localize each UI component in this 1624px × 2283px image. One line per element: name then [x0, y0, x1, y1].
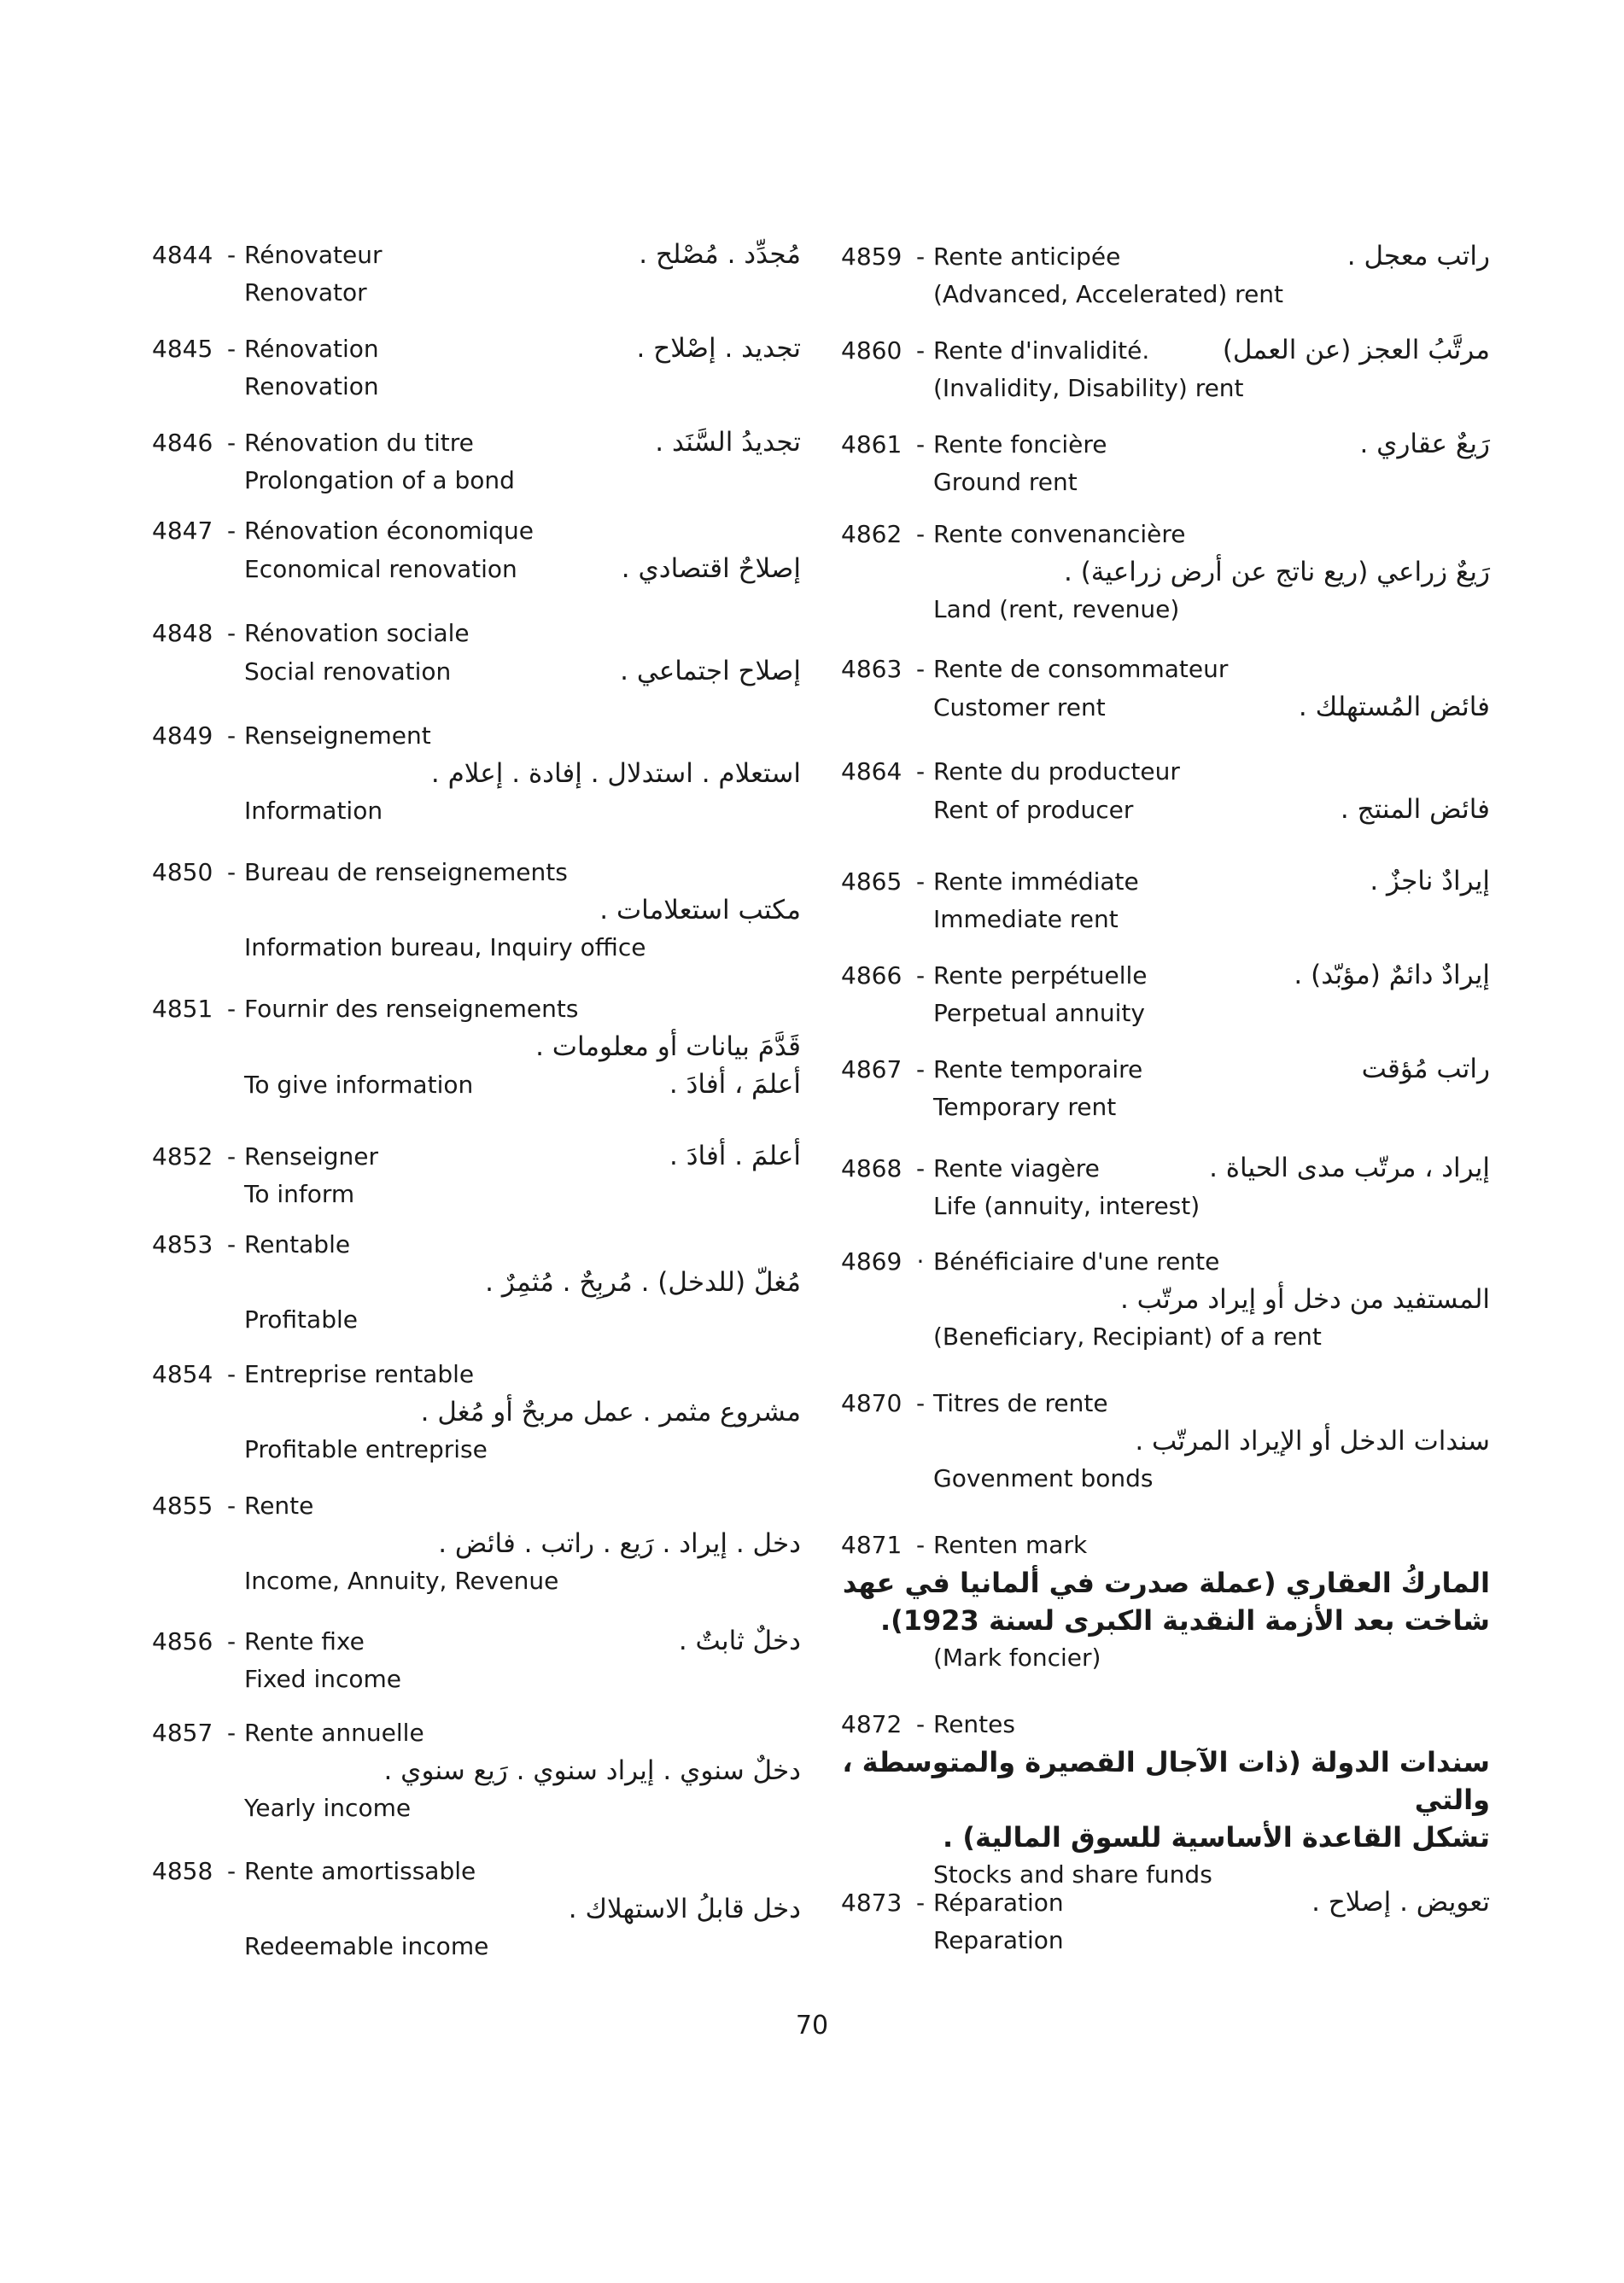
entry-4849: 4849 - Renseignement استعلام . استدلال . إفادة . إعلام . Information [152, 717, 801, 830]
entry-number: 4851 [152, 995, 213, 1023]
entry-english: Profitable entreprise [244, 1435, 488, 1463]
entry-4844: 4844 - Rénovateur مُجدِّد . مُصْلح . Renovator [152, 236, 801, 312]
entry-number: 4849 [152, 721, 213, 750]
entry-number: 4856 [152, 1627, 213, 1655]
entry-arabic: أعلمَ . أفادَ . [669, 1141, 801, 1171]
entry-french: Bénéficiaire d'une rente [933, 1247, 1220, 1276]
entry-4859: 4859 - Rente anticipée راتب معجل . (Advanced, Accelerated) rent [841, 237, 1490, 313]
entry-arabic: مُجدِّد . مُصْلح . [639, 239, 801, 270]
entry-arabic: تجديد . إصْلاح . [636, 333, 801, 364]
entry-english: Ground rent [933, 468, 1078, 496]
entry-french: Rente [244, 1492, 314, 1520]
entry-4845: 4845 - Rénovation تجديد . إصْلاح . Renovation [152, 330, 801, 406]
entry-number: 4857 [152, 1719, 213, 1747]
entry-arabic: دخل . إيراد . رَيع . راتب . فائض . [438, 1528, 801, 1559]
entry-4860: 4860 - Rente d'invalidité. مرتَّبُ العجز (عن العمل) (Invalidity, Disability) rent [841, 331, 1490, 407]
entry-french: Rente viagère [933, 1154, 1100, 1182]
entry-english: To inform [244, 1180, 355, 1208]
entry-french: Rente anticipée [933, 242, 1121, 271]
entry-french: Rénovateur [244, 241, 383, 269]
entry-french: Rente convenancière [933, 520, 1186, 548]
entry-english: (Invalidity, Disability) rent [933, 374, 1244, 402]
entry-french: Rente de consommateur [933, 655, 1229, 683]
entry-number: 4869 [841, 1247, 903, 1276]
entry-arabic: مشروع مثمر . عمل مربحٌ أو مُغل . [420, 1397, 801, 1428]
entry-number: 4853 [152, 1230, 213, 1258]
entry-arabic: إيراد ، مرتّب مدى الحياة . [1209, 1153, 1490, 1183]
entry-french: Fournir des renseignements [244, 995, 579, 1023]
entry-number: 4870 [841, 1389, 903, 1417]
entry-arabic: مُغلّ (للدخل) . مُربِحٌ . مُثمِرٌ . [485, 1267, 801, 1298]
entry-4870: 4870 - Titres de rente سندات الدخل أو الإيراد المرتّب . Govenment bonds [841, 1385, 1490, 1498]
entry-arabic: دخل قابلُ الاستهلاك . [568, 1894, 801, 1924]
entry-arabic: دخلٌ ثابتٌ . [678, 1626, 801, 1656]
entry-4872: 4872 - Rentes سندات الدولة (ذات الآجال القصيرة والمتوسطة ، والتي تشكل القاعدة الأساسية للسوق المالية) . Stocks and share funds [841, 1706, 1490, 1894]
entry-number: 4862 [841, 520, 903, 548]
entry-number: 4847 [152, 517, 213, 545]
entry-4867: 4867 - Rente temporaire راتب مُؤقت Temporary rent [841, 1050, 1490, 1126]
entry-french: Rente fixe [244, 1627, 365, 1655]
entry-english: Renovator [244, 278, 367, 307]
entry-english: Customer rent [933, 693, 1106, 721]
entry-arabic: تعويض . إصلاح . [1311, 1887, 1490, 1918]
entry-number: 4863 [841, 655, 903, 683]
entry-arabic: فائض المنتج . [1340, 794, 1490, 825]
entry-english: Temporary rent [933, 1093, 1117, 1121]
entry-4858: 4858 - Rente amortissable دخل قابلُ الاستهلاك . Redeemable income [152, 1853, 801, 1965]
entry-arabic: تجديدُ السَّنَد . [655, 427, 801, 458]
entry-french: Rénovation économique [244, 517, 534, 545]
entry-french: Rénovation [244, 335, 379, 363]
entry-french: Rente immédiate [933, 867, 1139, 896]
entry-number: 4867 [841, 1055, 903, 1083]
entry-number: 4859 [841, 242, 903, 271]
entry-4863: 4863 - Rente de consommateur Customer rent فائض المُستهلك . [841, 651, 1490, 727]
entry-english: Land (rent, revenue) [933, 595, 1180, 623]
entry-number: 4850 [152, 858, 213, 886]
entry-arabic: إيرادٌ ناجزٌ . [1370, 866, 1490, 896]
entry-number: 4852 [152, 1142, 213, 1171]
entry-number: 4866 [841, 961, 903, 990]
entry-4861: 4861 - Rente foncière رَيعٌ عقاري . Ground rent [841, 425, 1490, 501]
entry-number: 4858 [152, 1857, 213, 1885]
entry-4864: 4864 - Rente du producteur Rent of producer فائض المنتج . [841, 753, 1490, 829]
entry-english: Prolongation of a bond [244, 466, 515, 494]
entry-english: Immediate rent [933, 905, 1119, 933]
entry-english: Income, Annuity, Revenue [244, 1567, 559, 1595]
entry-number: 4864 [841, 757, 903, 785]
entry-french: Rente foncière [933, 430, 1107, 458]
entry-number: 4855 [152, 1492, 213, 1520]
entry-arabic: فائض المُستهلك . [1298, 692, 1490, 722]
entry-french: Rénovation du titre [244, 429, 474, 457]
entry-english: Yearly income [244, 1794, 412, 1822]
entry-english: Rent of producer [933, 796, 1134, 824]
page-number: 70 [795, 2011, 829, 2041]
entry-english: Perpetual annuity [933, 999, 1145, 1027]
entry-french: Renten mark [933, 1531, 1088, 1559]
entry-4873: 4873 - Réparation تعويض . إصلاح . Reparation [841, 1883, 1490, 1959]
entry-number: 4872 [841, 1710, 903, 1738]
entry-4852: 4852 - Renseigner أعلمَ . أفادَ . To inform [152, 1137, 801, 1213]
entry-4862: 4862 - Rente convenancière رَيعٌ زراعي (ريع ناتج عن أرض زراعية) . Land (rent, revenue) [841, 516, 1490, 628]
entry-4855: 4855 - Rente دخل . إيراد . رَيع . راتب . فائض . Income, Annuity, Revenue [152, 1487, 801, 1600]
entry-4871: 4871 - Renten mark الماركُ العقاري (عملة صدرت في ألمانيا في عهد شاخت بعد الأزمة النقدية الكبرى لسنة 1923). (Mark foncier) [841, 1527, 1490, 1677]
entry-french: Rentes [933, 1710, 1015, 1738]
entry-arabic: إيرادٌ دائمٌ (مؤبّد) . [1294, 960, 1490, 990]
entry-english: Stocks and share funds [933, 1860, 1212, 1889]
entry-number: 4865 [841, 867, 903, 896]
entry-4850: 4850 - Bureau de renseignements مكتب استعلامات . Information bureau, Inquiry office [152, 854, 801, 966]
entry-4851: 4851 - Fournir des renseignements قَدَّمَ بيانات أو معلومات . To give information أعلمَ ، أفادَ . [152, 990, 801, 1104]
entry-french: Rente temporaire [933, 1055, 1143, 1083]
entry-number: 4861 [841, 430, 903, 458]
entry-arabic: سندات الدخل أو الإيراد المرتّب . [1135, 1426, 1490, 1457]
entry-arabic: إصلاحٌ اقتصادي . [621, 553, 801, 584]
entry-english: (Beneficiary, Recipiant) of a rent [933, 1323, 1322, 1351]
entry-arabic: دخلٌ سنوي . إيراد سنوي . رَيع سنوي . [383, 1755, 801, 1786]
entry-number: 4845 [152, 335, 213, 363]
entry-english: Fixed income [244, 1665, 402, 1693]
entry-french: Rentable [244, 1230, 351, 1258]
entry-number: 4854 [152, 1360, 213, 1388]
entry-english: Social renovation [244, 657, 452, 686]
entry-english: Govenment bonds [933, 1464, 1154, 1492]
entry-french: Rente d'invalidité. [933, 336, 1150, 365]
entry-french: Entreprise rentable [244, 1360, 475, 1388]
entry-arabic: مرتَّبُ العجز (عن العمل) [1222, 335, 1490, 365]
entry-french: Renseigner [244, 1142, 379, 1171]
entry-arabic: راتب معجل . [1347, 241, 1490, 272]
entry-number: 4871 [841, 1531, 903, 1559]
entry-french: Réparation [933, 1889, 1064, 1917]
entry-french: Rénovation sociale [244, 619, 470, 647]
entry-english: Redeemable income [244, 1932, 489, 1960]
entry-4869: 4869 · Bénéficiaire d'une rente المستفيد من دخل أو إيراد مرتّب . (Beneficiary, Recipiant) of a rent [841, 1243, 1490, 1356]
entry-arabic: قَدَّمَ بيانات أو معلومات . [535, 1031, 801, 1062]
entry-french: Bureau de renseignements [244, 858, 568, 886]
entry-arabic: سندات الدولة (ذات الآجال القصيرة والمتوسطة ، والتي [842, 1746, 1490, 1816]
entry-4847: 4847 - Rénovation économique Economical renovation إصلاحٌ اقتصادي . [152, 512, 801, 588]
entry-4853: 4853 - Rentable مُغلّ (للدخل) . مُربِحٌ . مُثمِرٌ . Profitable [152, 1226, 801, 1339]
entry-french: Rente amortissable [244, 1857, 476, 1885]
entry-french: Titres de rente [933, 1389, 1108, 1417]
entry-number: 4860 [841, 336, 903, 365]
entry-english: Profitable [244, 1305, 358, 1334]
entry-english: Information [244, 797, 383, 825]
entry-4865: 4865 - Rente immédiate إيرادٌ ناجزٌ . Immediate rent [841, 862, 1490, 938]
entry-arabic-2: شاخت بعد الأزمة النقدية الكبرى لسنة 1923). [879, 1604, 1490, 1637]
entry-arabic-2: تشكل القاعدة الأساسية للسوق المالية) . [943, 1821, 1490, 1854]
entry-arabic: المستفيد من دخل أو إيراد مرتّب . [1119, 1284, 1490, 1315]
entry-number: 4873 [841, 1889, 903, 1917]
entry-french: Renseignement [244, 721, 431, 750]
entry-number: 4868 [841, 1154, 903, 1182]
entry-arabic: استعلام . استدلال . إفادة . إعلام . [430, 758, 801, 789]
entry-english: (Advanced, Accelerated) rent [933, 280, 1284, 308]
entry-4846: 4846 - Rénovation du titre تجديدُ السَّنَد . Prolongation of a bond [152, 423, 801, 499]
entry-4857: 4857 - Rente annuelle دخلٌ سنوي . إيراد سنوي . رَيع سنوي . Yearly income [152, 1714, 801, 1827]
entry-number: 4848 [152, 619, 213, 647]
entry-4866: 4866 - Rente perpétuelle إيرادٌ دائمٌ (مؤبّد) . Perpetual annuity [841, 956, 1490, 1032]
entry-4868: 4868 - Rente viagère إيراد ، مرتّب مدى الحياة . Life (annuity, interest) [841, 1149, 1490, 1225]
entry-arabic: رَيعٌ زراعي (ريع ناتج عن أرض زراعية) . [1064, 557, 1490, 587]
entry-english: Life (annuity, interest) [933, 1192, 1200, 1220]
entry-french: Rente annuelle [244, 1719, 424, 1747]
entry-arabic: الماركُ العقاري (عملة صدرت في ألمانيا في عهد [842, 1567, 1490, 1599]
entry-arabic: مكتب استعلامات . [599, 895, 801, 925]
entry-arabic: إصلاح اجتماعي . [620, 656, 801, 686]
entry-english: Reparation [933, 1926, 1064, 1954]
entry-english: To give information [244, 1071, 474, 1099]
entry-number: 4844 [152, 241, 213, 269]
entry-arabic: راتب مُؤقت [1361, 1054, 1490, 1084]
entry-4856: 4856 - Rente fixe دخلٌ ثابتٌ . Fixed income [152, 1622, 801, 1698]
entry-arabic: رَيعٌ عقاري . [1359, 429, 1490, 459]
entry-4848: 4848 - Rénovation sociale Social renovation إصلاح اجتماعي . [152, 615, 801, 691]
entry-4854: 4854 - Entreprise rentable مشروع مثمر . عمل مربحٌ أو مُغل . Profitable entreprise [152, 1356, 801, 1468]
entry-number: 4846 [152, 429, 213, 457]
entry-english: Economical renovation [244, 555, 517, 583]
entry-arabic-2: أعلمَ ، أفادَ . [669, 1069, 801, 1100]
entry-french: Rente du producteur [933, 757, 1180, 785]
entry-french: Rente perpétuelle [933, 961, 1148, 990]
entry-english: Renovation [244, 372, 379, 400]
entry-english: Information bureau, Inquiry office [244, 933, 646, 961]
entry-english: (Mark foncier) [933, 1644, 1101, 1672]
